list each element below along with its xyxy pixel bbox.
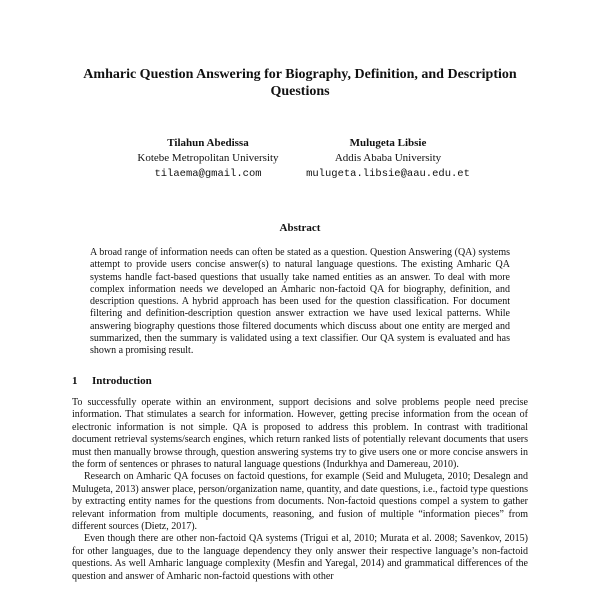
author-affiliation: Addis Ababa University: [334, 152, 442, 164]
author-name: Tilahun Abedissa: [167, 137, 249, 149]
paragraph: Research on Amharic QA focuses on factoid questions, for example (Seid and Mulugeta, 2010; Desalegn and Mulugeta, 2013) answer place, person/organization name, quantity, and date questions, i.e., factoid type questions by extracting entity names for the questions from documents. Non-factoid questions compel a system to gather relevant information from multiple documents, reasoning, and fusion of multiple “information pieces” from different sources (Dietz, 2017).: [72, 471, 528, 533]
author-email: mulugeta.libsie@aau.edu.et: [306, 168, 470, 180]
paragraph: Even though there are other non-factoid QA systems (Trigui et al, 2010; Murata et al. 2008; Savenkov, 2015) for other languages, due to the language dependency they only answer their respective language’s non-factoid questions. As well Amharic language complexity (Mesfin and Yaregal, 2014) and grammatical differences of the question and answer of Amharic non-factoid questions with other: [72, 533, 528, 582]
section-heading: [72, 375, 152, 387]
abstract-heading: Abstract: [279, 222, 321, 234]
abstract-text: A broad range of information needs can often be stated as a question. Question Answering (QA) systems attempt to provide users concise answer(s) to natural language questions. The existing Amharic QA systems handle fact-based questions that usually take named entities as an answer. To deal with more complex information needs we developed an Amharic non-factoid QA for biography, definition, and description questions. A hybrid approach has been used for the question classification. For document filtering and definition-description question answer extraction we have used lexical patterns. While answering biography questions those filtered documents which discuss about one entity are merged and summarized, then the summary is validated using a text classifier. Our QA system is evaluated and has shown a promising result.: [90, 247, 510, 357]
section-number: 1: [72, 375, 78, 387]
author-email: tilaema@gmail.com: [154, 168, 262, 180]
author-affiliation: Kotebe Metropolitan University: [137, 152, 279, 164]
paragraph: To successfully operate within an environment, support decisions and solve problems people need precise information. That stimulates a search for information. However, getting precise information from the ocean of electronic information is not simple. QA is proposed to address this problem. In contrast with traditional document retrieval systems/search engines, which return ranked lists of potentially relevant documents that users must then manually browse through, question answering systems try to give users one or more concise answers in the form of sentences or phrases to natural language questions (Indurkhya and Damereau, 2010).: [72, 397, 528, 471]
paper-title: Amharic Question Answering for Biography, Definition, and Description Questions: [83, 67, 517, 99]
introduction-body: [72, 397, 528, 583]
section-title: Introduction: [92, 375, 152, 387]
author-block-2: [278, 136, 498, 182]
author-name: Mulugeta Libsie: [349, 137, 427, 149]
